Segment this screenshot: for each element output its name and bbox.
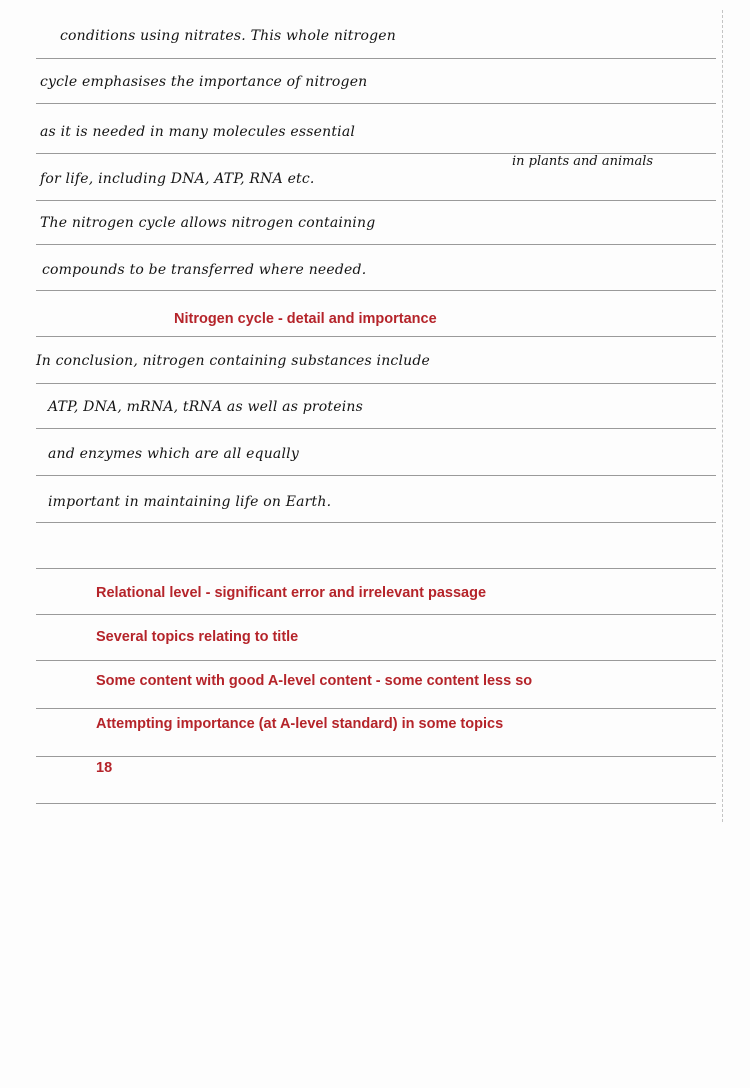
- ruled-line: [36, 200, 716, 201]
- handwritten-conclusion-line: important in maintaining life on Earth.: [48, 494, 332, 510]
- handwritten-line: compounds to be transferred where needed.: [42, 262, 367, 278]
- ruled-line: [36, 614, 716, 615]
- handwritten-conclusion-line: In conclusion, nitrogen containing substances include: [36, 353, 431, 369]
- ruled-line: [36, 58, 716, 59]
- handwritten-insertion: in plants and animals: [512, 154, 654, 169]
- handwritten-line: cycle emphasises the importance of nitrogen: [40, 74, 368, 90]
- ruled-line: [36, 708, 716, 709]
- mark-score: 18: [96, 760, 113, 776]
- handwritten-line: The nitrogen cycle allows nitrogen containing: [40, 215, 376, 231]
- ruled-line: [36, 522, 716, 523]
- ruled-line: [36, 428, 716, 429]
- handwritten-line: as it is needed in many molecules essential: [40, 124, 356, 140]
- ruled-line: [36, 475, 716, 476]
- ruled-line: [36, 803, 716, 804]
- ruled-line: [36, 244, 716, 245]
- ruled-line: [36, 383, 716, 384]
- ruled-line: [36, 336, 716, 337]
- ruled-line: [36, 290, 716, 291]
- handwritten-line: for life, including DNA, ATP, RNA etc.: [40, 171, 315, 187]
- handwritten-conclusion-line: and enzymes which are all equally: [48, 446, 299, 462]
- ruled-line: [36, 568, 716, 569]
- ruled-line: [36, 103, 716, 104]
- marker-summary-comment: Several topics relating to title: [96, 629, 299, 645]
- ruled-line: [36, 660, 716, 661]
- handwritten-conclusion-line: ATP, DNA, mRNA, tRNA as well as proteins: [48, 399, 364, 415]
- marker-section-comment: Nitrogen cycle - detail and importance: [174, 311, 437, 327]
- handwritten-line: conditions using nitrates. This whole nitrogen: [60, 28, 396, 44]
- marker-summary-comment: Relational level - significant error and irrelevant passage: [96, 585, 487, 601]
- marker-summary-comment: Attempting importance (at A-level standard) in some topics: [96, 716, 504, 732]
- marker-summary-comment: Some content with good A-level content - some content less so: [96, 673, 533, 689]
- ruled-line: [36, 756, 716, 757]
